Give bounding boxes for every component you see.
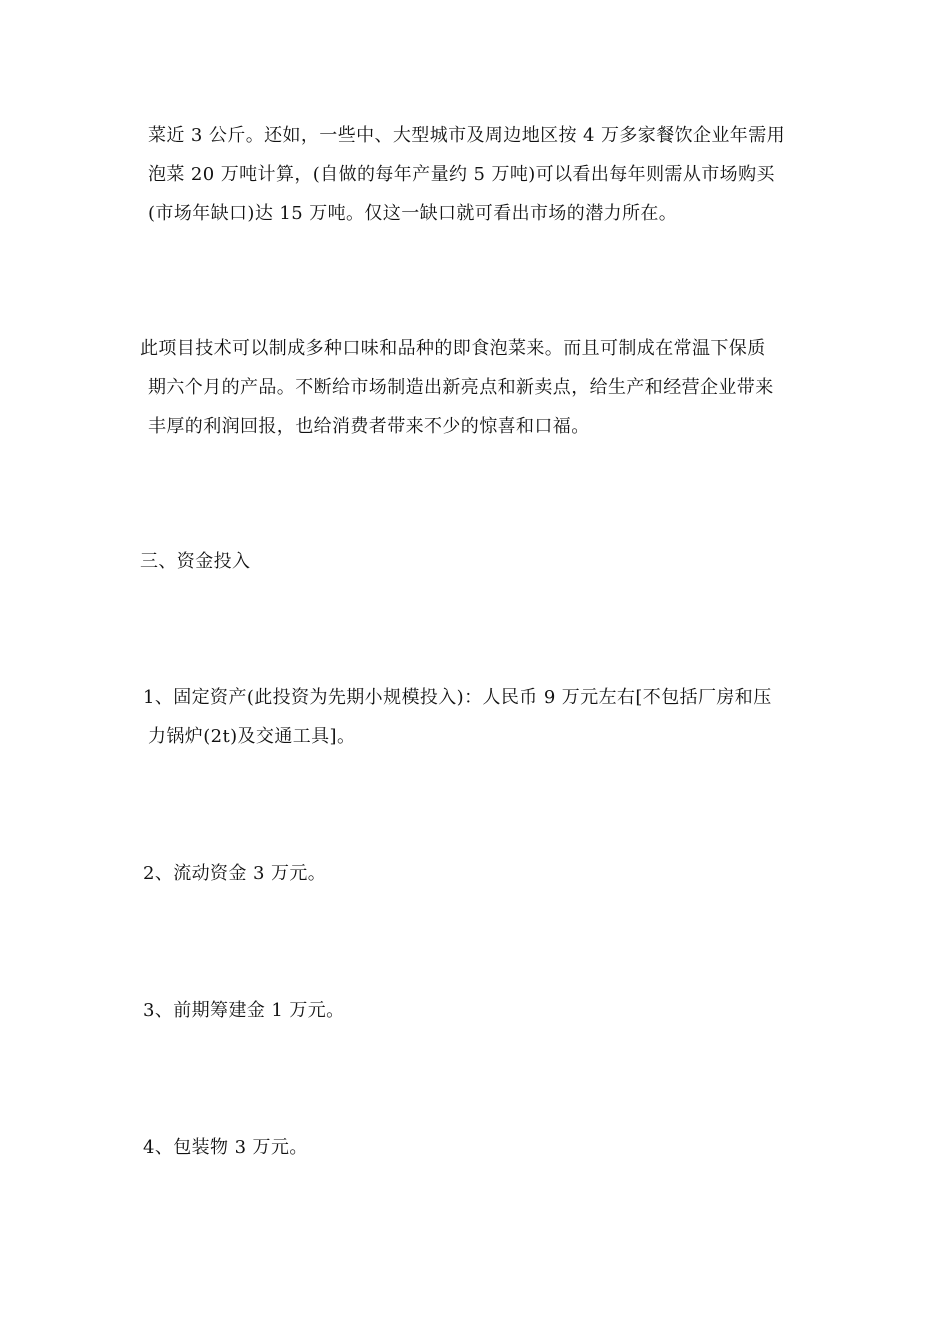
item-3: 3、前期筹建金 1 万元。 [143, 1000, 345, 1021]
paragraph-1-line-3: (市场年缺口)达 15 万吨。仅这一缺口就可看出市场的潜力所在。 [148, 203, 678, 224]
paragraph-1-line-1: 菜近 3 公斤。还如，一些中、大型城市及周边地区按 4 万多家餐饮企业年需用 [148, 125, 785, 146]
item-2: 2、流动资金 3 万元。 [143, 863, 327, 884]
paragraph-1-line-2: 泡菜 20 万吨计算，(自做的每年产量约 5 万吨)可以看出每年则需从市场购买 [148, 164, 775, 185]
item-4: 4、包装物 3 万元。 [143, 1137, 308, 1158]
item-1-line-2: 力锅炉(2t)及交通工具]。 [148, 726, 356, 747]
paragraph-2-line-3: 丰厚的利润回报，也给消费者带来不少的惊喜和口福。 [148, 416, 590, 437]
paragraph-2-line-1: 此项目技术可以制成多种口味和品种的即食泡菜来。而且可制成在常温下保质 [140, 338, 766, 359]
item-1-line-1: 1、固定资产(此投资为先期小规模投入)：人民币 9 万元左右[不包括厂房和压 [143, 687, 772, 708]
paragraph-2-line-2: 期六个月的产品。不断给市场制造出新亮点和新卖点，给生产和经营企业带来 [148, 377, 774, 398]
section-heading: 三、资金投入 [140, 551, 251, 572]
